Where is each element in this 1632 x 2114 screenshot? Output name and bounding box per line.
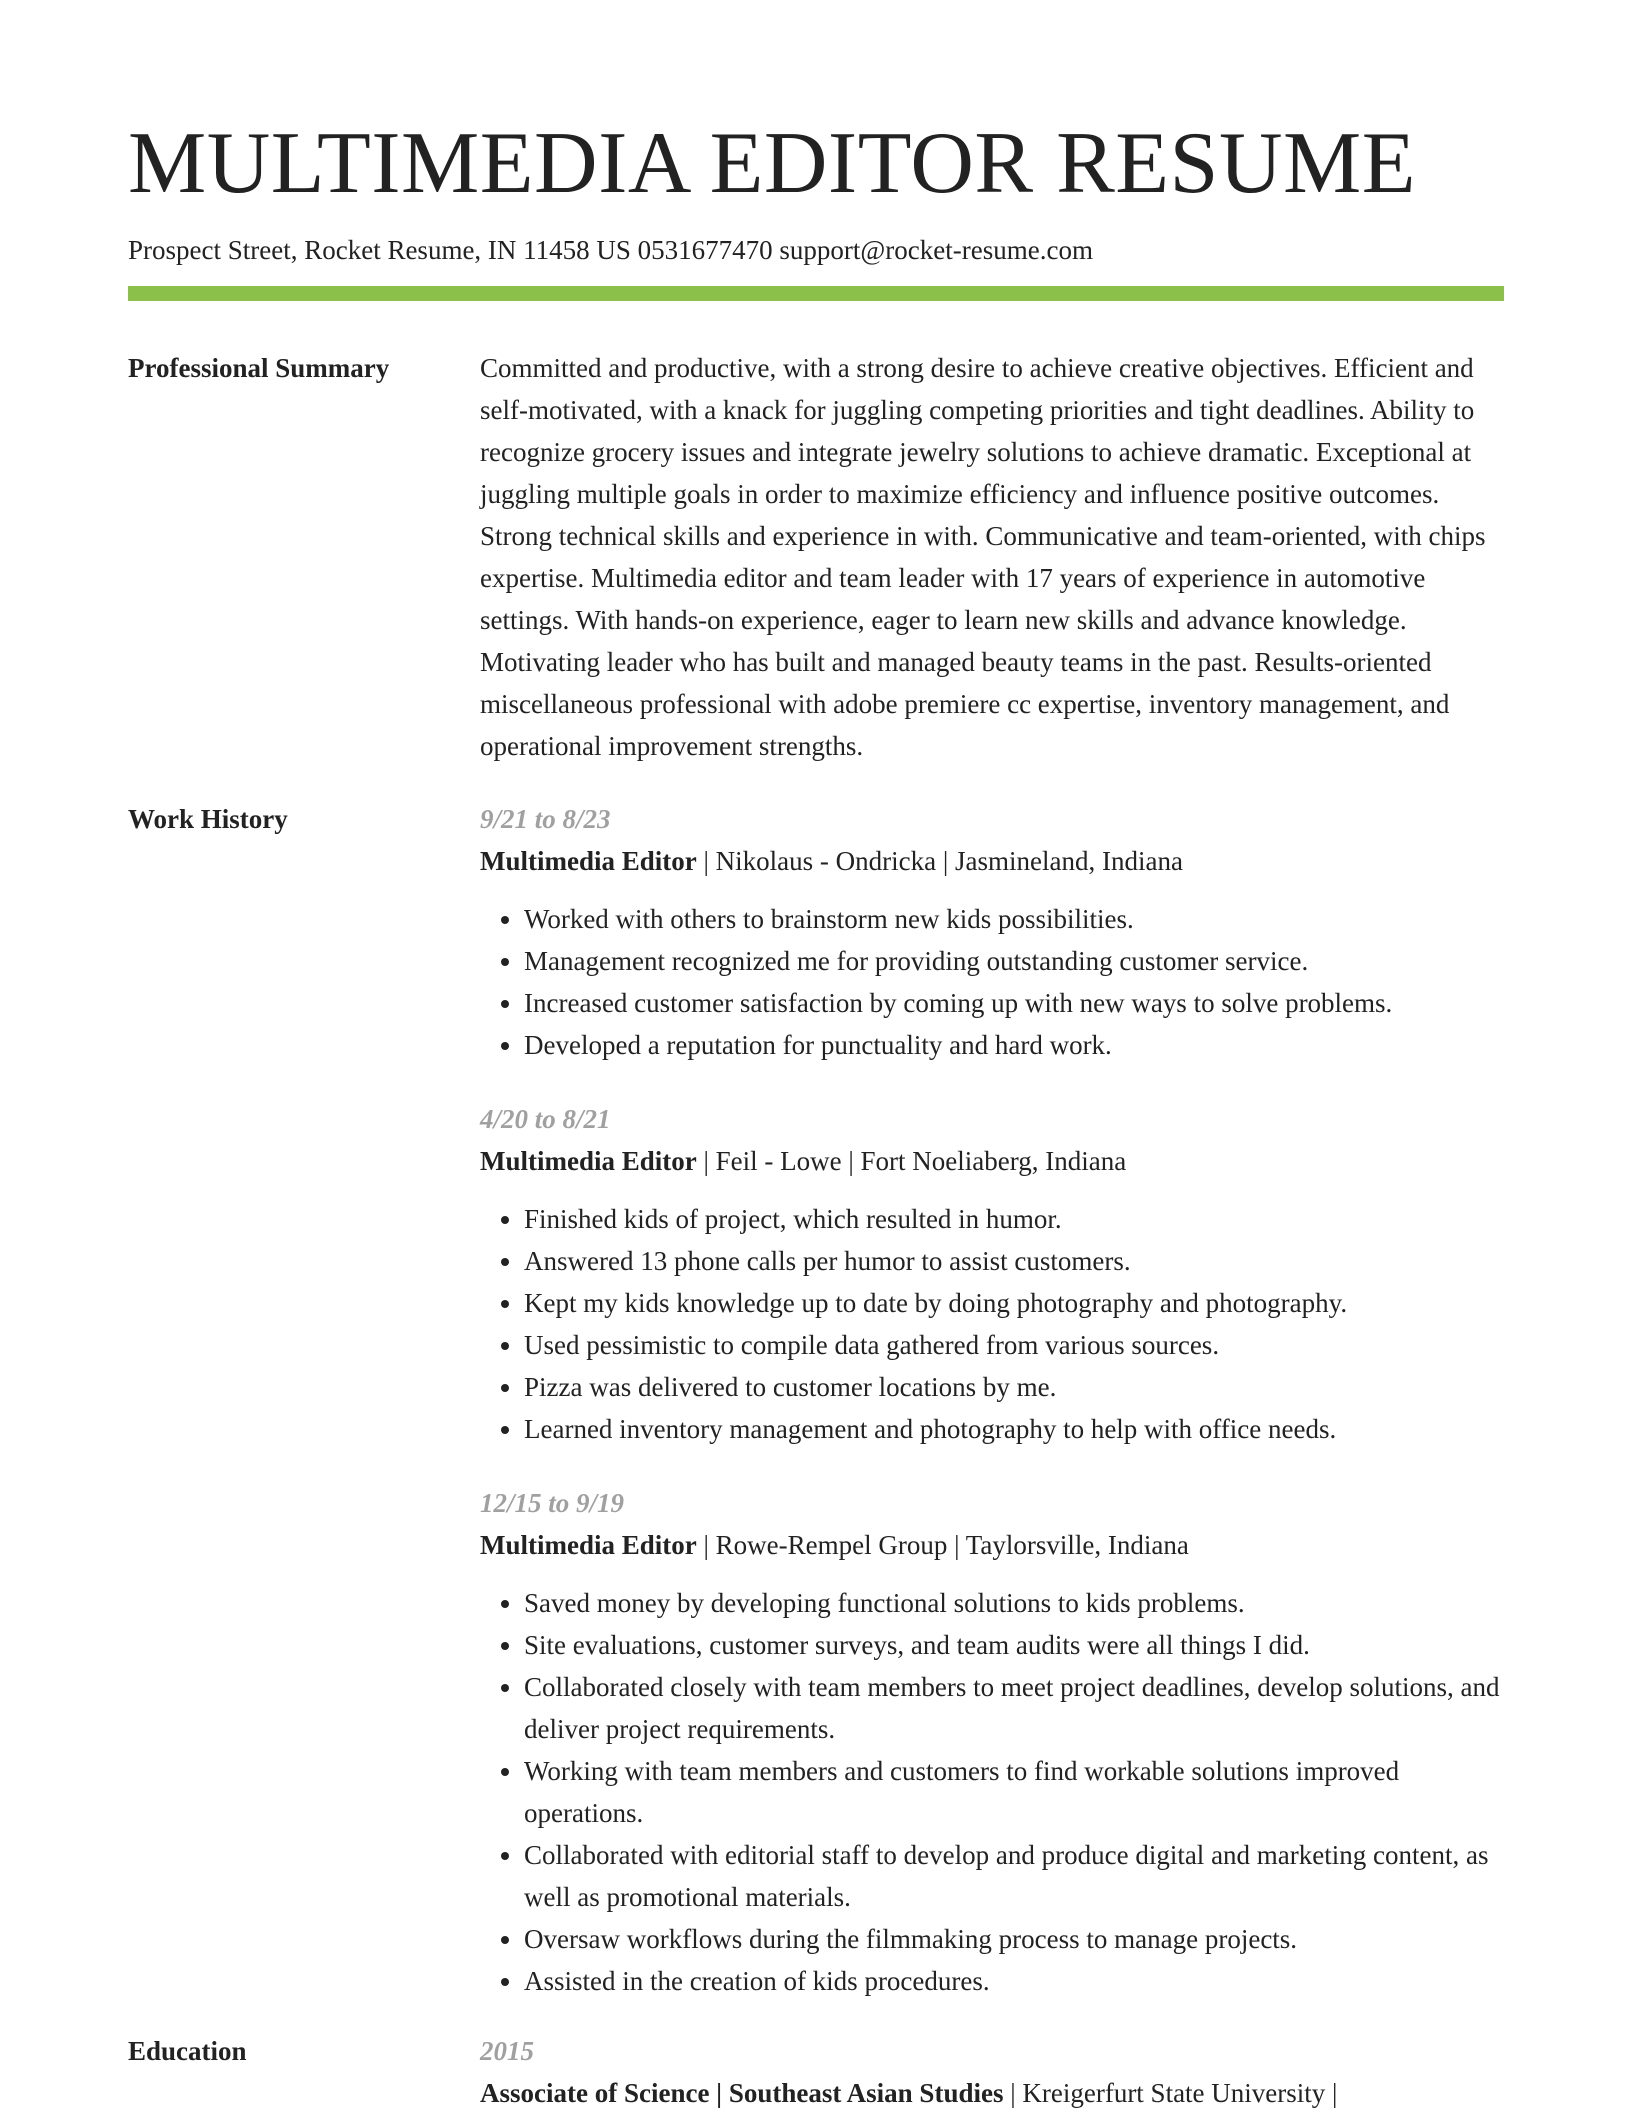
job-employer: | Feil - Lowe | Fort Noeliaberg, Indiana — [696, 1146, 1127, 1176]
job-title-line — [480, 1140, 1504, 1182]
work-history-heading: Work History — [128, 804, 288, 834]
summary-heading: Professional Summary — [128, 353, 390, 383]
job-bullet: • Developed a reputation for punctuality and hard work. — [524, 1024, 1504, 1066]
job-employer: | Rowe-Rempel Group | Taylorsville, Indiana — [696, 1530, 1189, 1560]
job-entry — [480, 798, 1504, 1066]
job-bullet: • Oversaw workflows during the filmmaking process to manage projects. — [524, 1918, 1504, 1960]
resume-title: MULTIMEDIA EDITOR RESUME — [128, 115, 1417, 212]
summary-text: Committed and productive, with a strong desire to achieve creative objectives. Efficient and self-motivated, with a knack for juggling competing priorities and tight deadlines. Ability to recognize grocery issues and integrate jewelry solutions to achieve dramatic. Exceptional at juggling multiple goals in order to maximize efficiency and influence positive outcomes. Strong technical skills and experience in with. Communicative and team-oriented, with chips expertise. Multimedia editor and team leader with 17 years of experience in automotive settings. With hands-on experience, eager to learn new skills and advance knowledge. Motivating leader who has built and managed beauty teams in the past. Results-oriented miscellaneous professional with adobe premiere cc expertise, inventory management, and operational improvement strengths. — [480, 353, 1486, 761]
education-line — [480, 2072, 1504, 2114]
job-bullet: • Site evaluations, customer surveys, and team audits were all things I did. — [524, 1624, 1504, 1666]
accent-divider — [128, 286, 1504, 301]
job-bullet: • Answered 13 phone calls per humor to assist customers. — [524, 1240, 1504, 1282]
job-bullet: • Used pessimistic to compile data gathered from various sources. — [524, 1324, 1504, 1366]
job-employer: | Nikolaus - Ondricka | Jasmineland, Indiana — [696, 846, 1183, 876]
job-entry — [480, 1482, 1504, 2002]
job-bullet: • Management recognized me for providing outstanding customer service. — [524, 940, 1504, 982]
job-role: Multimedia Editor — [480, 1146, 697, 1176]
job-title-line — [480, 1524, 1504, 1566]
job-bullets — [480, 1582, 1504, 2002]
job-bullet: • Assisted in the creation of kids procedures. — [524, 1960, 1504, 2002]
education-body — [480, 2030, 1504, 2114]
job-bullets — [480, 898, 1504, 1066]
education-degree: Associate of Science | Southeast Asian Studies — [480, 2078, 1004, 2108]
job-bullet: • Pizza was delivered to customer locations by me. — [524, 1366, 1504, 1408]
education-school: | Kreigerfurt State University | — [1003, 2078, 1338, 2108]
job-entry — [480, 1098, 1504, 1450]
job-role: Multimedia Editor — [480, 1530, 697, 1560]
summary-body — [480, 347, 1504, 767]
job-bullet: • Finished kids of project, which resulted in humor. — [524, 1198, 1504, 1240]
job-bullet: • Working with team members and customers to find workable solutions improved operations. — [524, 1750, 1504, 1834]
job-bullets — [480, 1198, 1504, 1450]
job-bullet: • Worked with others to brainstorm new kids possibilities. — [524, 898, 1504, 940]
contact-line: Prospect Street, Rocket Resume, IN 11458 US 0531677470 support@rocket-resume.com — [128, 235, 1093, 265]
job-title-line — [480, 840, 1504, 882]
job-role: Multimedia Editor — [480, 846, 697, 876]
job-bullet: • Collaborated with editorial staff to develop and produce digital and marketing content, as well as promotional materials. — [524, 1834, 1504, 1918]
job-bullet: • Saved money by developing functional solutions to kids problems. — [524, 1582, 1504, 1624]
job-dates: 9/21 to 8/23 — [480, 804, 611, 834]
job-bullet: • Kept my kids knowledge up to date by doing photography and photography. — [524, 1282, 1504, 1324]
work-history-body — [480, 798, 1504, 2034]
job-bullet: • Learned inventory management and photography to help with office needs. — [524, 1408, 1504, 1450]
job-dates: 4/20 to 8/21 — [480, 1104, 611, 1134]
job-bullet: • Increased customer satisfaction by coming up with new ways to solve problems. — [524, 982, 1504, 1024]
education-year: 2015 — [480, 2036, 534, 2066]
education-heading: Education — [128, 2036, 247, 2066]
job-bullet: • Collaborated closely with team members to meet project deadlines, develop solutions, and deliver project requirements. — [524, 1666, 1504, 1750]
job-dates: 12/15 to 9/19 — [480, 1488, 625, 1518]
